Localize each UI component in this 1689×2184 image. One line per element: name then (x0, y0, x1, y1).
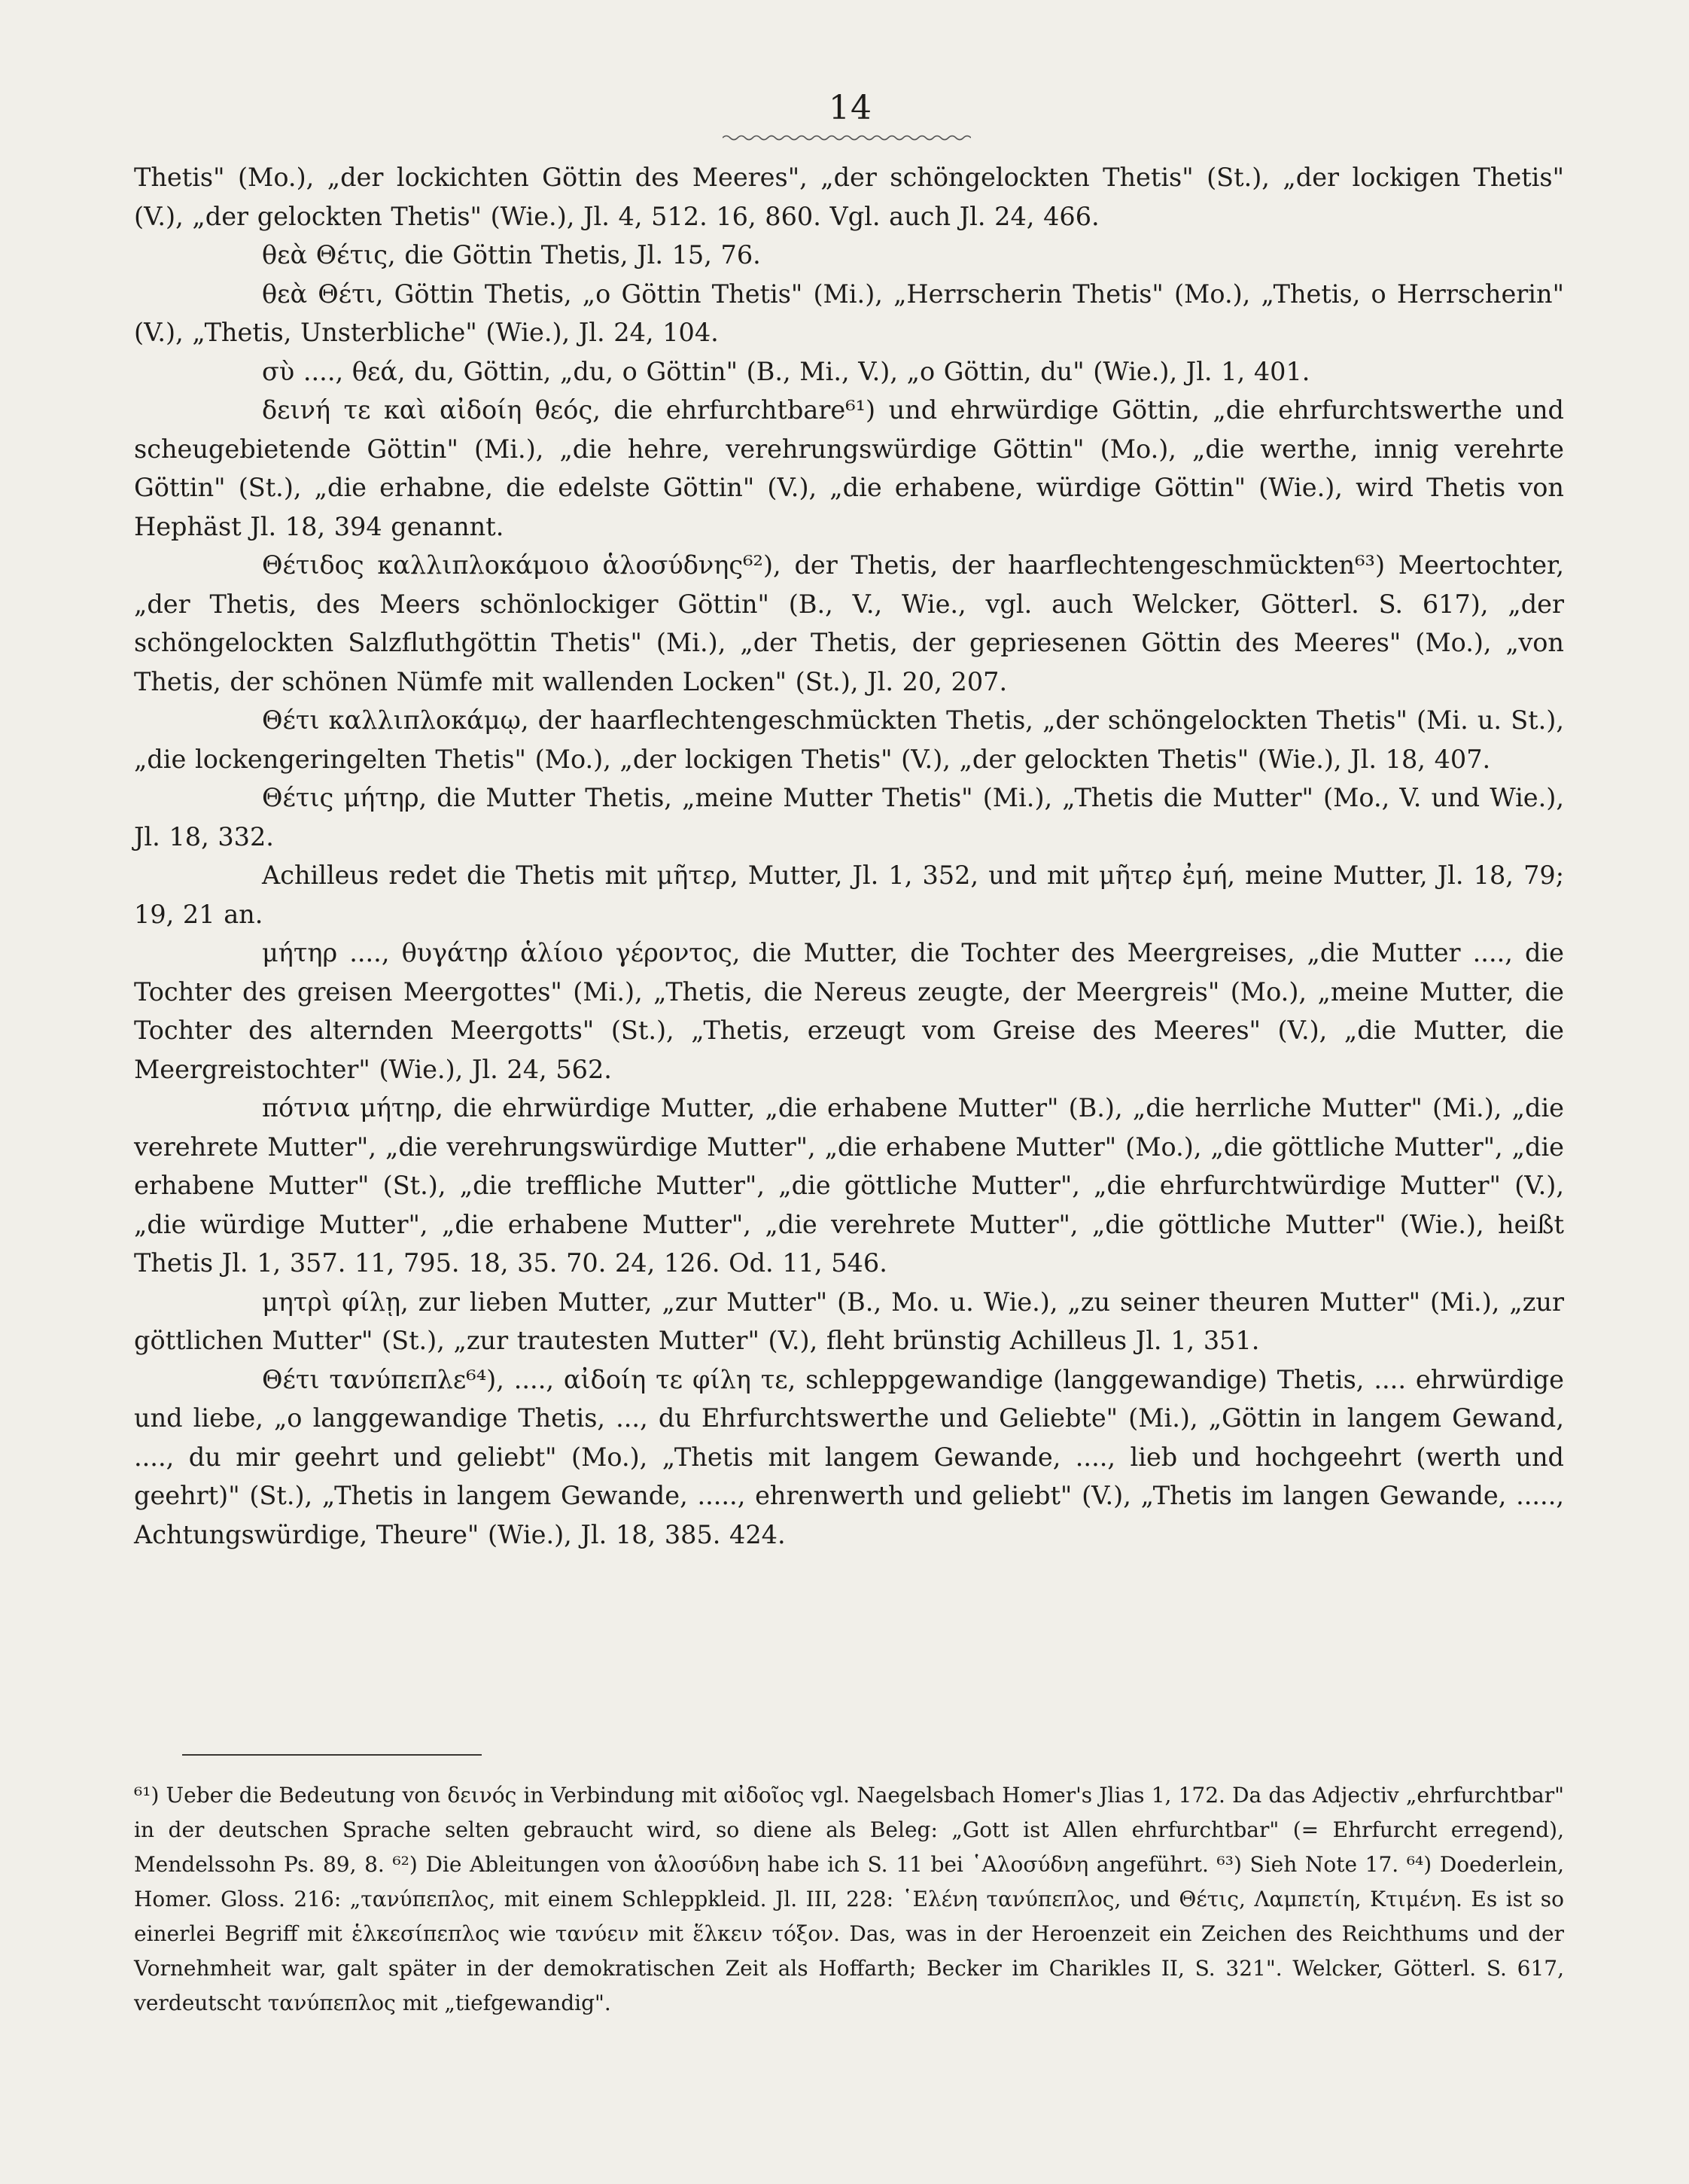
footnote-divider (182, 1754, 482, 1756)
paragraph: Θέτι καλλιπλοκάμῳ, der haarflechtengeschmückten Thetis, „der schöngelockten Thetis" (Mi. u. St.), „die lockengeringelten Thetis" (Mo.), „der lockigen Thetis" (V.), „der gelockten Thetis" (Wie.), Jl. 18, 407. (134, 705, 1564, 774)
paragraph: Θέτιδος καλλιπλοκάμοιο ἁλοσύδνης⁶²), der Thetis, der haarflechtengeschmückten⁶³) Meertochter, „der Thetis, des Meers schönlockiger Göttin" (B., V., Wie., vgl. auch Welcker, Götterl. S. 617), „der schöngelockten Salzfluthgöttin Thetis" (Mi.), „der Thetis, der gepriesenen Göttin des Meeres" (Mo.), „von Thetis, der schönen Nümfe mit wallenden Locken" (St.), Jl. 20, 207. (134, 550, 1564, 696)
paragraph: θεὰ Θέτις, die Göttin Thetis, Jl. 15, 76. (262, 240, 761, 270)
paragraph: Θέτις μήτηρ, die Mutter Thetis, „meine Mutter Thetis" (Mi.), „Thetis die Mutter" (Mo., V. und Wie.), Jl. 18, 332. (134, 783, 1564, 851)
header-ornament (723, 133, 971, 143)
paragraph: σὺ ...., θεά, du, Göttin, „du, o Göttin" (B., Mi., V.), „o Göttin, du" (Wie.), Jl. 1, 401. (262, 356, 1310, 386)
paragraph: μήτηρ ...., θυγάτηρ ἁλίοιο γέροντος, die Mutter, die Tochter des Meergreises, „die Mutter ...., die Tochter des greisen Meergottes" (Mi.), „Thetis, die Nereus zeugte, der Meergreis" (Mo.), „meine Mutter, die Tochter des alternden Meergotts" (St.), „Thetis, erzeugt vom Greise des Meeres" (V.), „die Mutter, die Meergreistochter" (Wie.), Jl. 24, 562. (134, 938, 1564, 1084)
paragraph: θεὰ Θέτι, Göttin Thetis, „o Göttin Thetis" (Mi.), „Herrscherin Thetis" (Mo.), „Thetis, o Herrscherin" (V.), „Thetis, Unsterbliche" (Wie.), Jl. 24, 104. (134, 279, 1564, 347)
page-number: 14 (829, 89, 872, 127)
paragraph: Θέτι τανύπεπλε⁶⁴), ...., αἰδοίη τε φίλη τε, schleppgewandige (langgewandige) Thetis, .... ehrwürdige und liebe, „o langgewandige Thetis, ..., du Ehrfurchtswerthe und Geliebte" (Mi.), „Göttin in langem Gewand, ...., du mir geehrt und geliebt" (Mo.), „Thetis mit langem Gewande, ...., lieb und hochgeehrt (werth und geehrt)" (St.), „Thetis in langem Gewande, ....., ehrenwerth und geliebt" (V.), „Thetis im langen Gewande, ....., Achtungswürdige, Theure" (Wie.), Jl. 18, 385. 424. (134, 1364, 1564, 1549)
footnotes: ⁶¹) Ueber die Bedeutung von δεινός in Verbindung mit αἰδοῖος vgl. Naegelsbach Homer's Jlias 1, 172. Da das Adjectiv „ehrfurchtbar" in der deutschen Sprache selten gebraucht wird, so diene als Beleg: „Gott ist Allen ehrfurchtbar" (= Ehrfurcht erregend), Mendelssohn Ps. 89, 8. ⁶²) Die Ableitungen von ἁλοσύδνη habe ich S. 11 bei ῾Αλοσύδνη angeführt. ⁶³) Sieh Note 17. ⁶⁴) Doederlein, Homer. Gloss. 216: „τανύπεπλος, mit einem Schleppkleid. Jl. III, 228: ῾Ελένη τανύπεπλος, und Θέτις, Λαμπετίη, Κτιμένη. Es ist so einerlei Begriff mit ἑλκεσίπεπλος wie τανύειν mit ἕλκειν τόξον. Das, was in der Heroenzeit ein Zeichen des Reichthums und der Vornehmheit war, galt später in der demokratischen Zeit als Hoffarth; Becker im Charikles II, S. 321". Welcker, Götterl. S. 617, verdeutscht τανύπεπλος mit „tiefgewandig". (134, 1783, 1564, 2015)
paragraph: πότνια μήτηρ, die ehrwürdige Mutter, „die erhabene Mutter" (B.), „die herrliche Mutter" (Mi.), „die verehrete Mutter", „die verehrungswürdige Mutter", „die erhabene Mutter" (Mo.), „die göttliche Mutter", „die erhabene Mutter" (St.), „die treffliche Mutter", „die göttliche Mutter", „die ehrfurchtwürdige Mutter" (V.), „die würdige Mutter", „die erhabene Mutter", „die verehrete Mutter", „die göttliche Mutter" (Wie.), heißt Thetis Jl. 1, 357. 11, 795. 18, 35. 70. 24, 126. Od. 11, 546. (134, 1093, 1564, 1278)
main-text (134, 158, 1564, 1554)
paragraph: Thetis" (Mo.), „der lockichten Göttin des Meeres", „der schöngelockten Thetis" (St.), „der lockigen Thetis" (V.), „der gelockten Thetis" (Wie.), Jl. 4, 512. 16, 860. Vgl. auch Jl. 24, 466. (134, 163, 1564, 231)
paragraph: Achilleus redet die Thetis mit μῆτερ, Mutter, Jl. 1, 352, und mit μῆτερ ἐμή, meine Mutter, Jl. 18, 79; 19, 21 an. (134, 861, 1564, 929)
paragraph: δεινή τε καὶ αἰδοίη θεός, die ehrfurchtbare⁶¹) und ehrwürdige Göttin, „die ehrfurchtswerthe und scheugebietende Göttin" (Mi.), „die hehre, verehrungswürdige Göttin" (Mo.), „die werthe, innig verehrte Göttin" (St.), „die erhabne, die edelste Göttin" (V.), „die erhabene, würdige Göttin" (Wie.), wird Thetis von Hephäst Jl. 18, 394 genannt. (134, 395, 1564, 541)
paragraph: μητρὶ φίλῃ, zur lieben Mutter, „zur Mutter" (B., Mo. u. Wie.), „zu seiner theuren Mutter" (Mi.), „zur göttlichen Mutter" (St.), „zur trautesten Mutter" (V.), fleht brünstig Achilleus Jl. 1, 351. (134, 1287, 1564, 1355)
